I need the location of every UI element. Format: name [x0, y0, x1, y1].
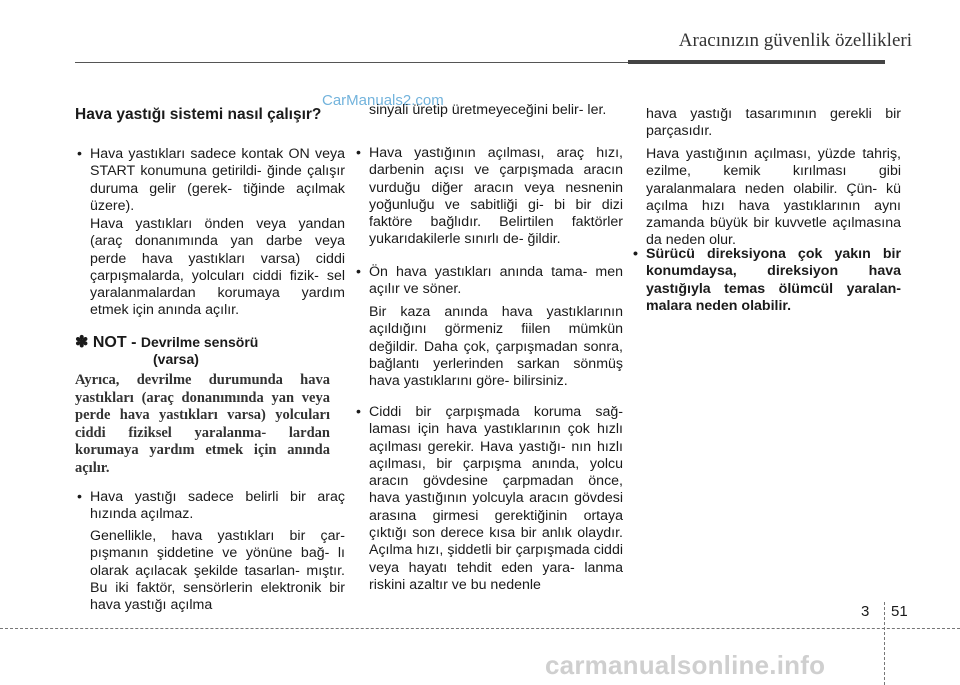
bullet-dot: •: [77, 146, 82, 162]
header-accent-bar: [628, 60, 885, 64]
note-title: [75, 333, 330, 352]
paragraph: Bir kaza anında hava yastıklarının açıldığını görmeniz fiilen mümkün değildir. Daha çok, çarpışmadan sonra, bağlantı yerlerinden sarkan sönmüş hava yastıklarını göre- bilirsiniz.: [369, 304, 623, 390]
bullet-item: [354, 264, 623, 299]
bullet-dot: •: [633, 246, 638, 262]
bullet-text: Ciddi bir çarpışmada koruma sağ- laması için hava yastıklarının çok hızlı açılması gerekir. Hava yastığı- nın hızlı açılması, bir çarpışma anında, yolcu aracın gövdesine çarpmadan önce, hava yastığının yolcuyla aracın gövdesi arasına girmesi gerektiğinin ortaya çıktığı son derece kısa bir anlık olaydır. Açılma hızı, şiddetli bir çarpışmada ciddi veya hayatı tehdit eden yara- lanma riskini azaltır ve bu nedenle: [369, 404, 623, 593]
section-heading: Hava yastığı sistemi nasıl çalışır?: [75, 106, 322, 123]
bullet-text: Hava yastığı sadece belirli bir araç hızında açılmaz.: [90, 489, 345, 523]
paragraph: Hava yastıkları önden veya yandan (araç donanımında yan darbe veya perde hava yastıkları varsa) ciddi çarpışmalarda, yolcuları ciddi fizik- sel yaralanmalardan korumaya yardım etmek için anında açılır.: [90, 216, 345, 319]
bullet-dot: •: [77, 489, 82, 505]
paragraph: Genellikle, hava yastıkları bir çar- pışmanın şiddetine ve yönüne bağ- lı olarak açılacak şekilde tasarlan- mıştır. Bu iki faktör, sensörlerin elektronik bir hava yastığı açılma: [90, 528, 345, 614]
section-title: Aracınızın güvenlik özellikleri: [678, 30, 912, 51]
bullet-dot: •: [356, 404, 361, 420]
paragraph: hava yastığı tasarımının gerekli bir parçasıdır.: [646, 106, 901, 140]
bullet-item: [75, 489, 345, 524]
warning-bullet-item: [631, 246, 901, 315]
footer-rule: [0, 628, 960, 629]
bullet-text: Hava yastıkları sadece kontak ON veya START konumuna getirildi- ğinde çalışır duruma gelir (gerek- tiğinde açılmak üzere).: [90, 146, 345, 214]
bullet-text: Sürücü direksiyona çok yakın bir konumdaysa, direksiyon hava yastığıyla temas ölümcül yaralan- malara neden olabilir.: [646, 246, 901, 314]
bullet-text: Ön hava yastıkları anında tama- men açılır ve söner.: [369, 264, 623, 298]
watermark-bottom: carmanualsonline.info: [545, 650, 826, 680]
bullet-dot: •: [356, 264, 361, 280]
bullet-item: [354, 145, 623, 249]
paragraph: Hava yastığının açılması, yüzde tahriş, ezilme, kemik kırılması gibi yaralanmalara neden olabilir. Çün- kü açılma hızı hava yastıklarının aynı zamanda büyük bir kuvvetle açılmasına da neden olur.: [646, 146, 901, 249]
note-subtitle-2: (varsa): [153, 351, 199, 367]
bullet-dot: •: [356, 145, 361, 161]
note-body: Ayrıca, devrilme durumunda hava yastıkları (araç donanımında yan veya perde hava yastıkları varsa) yolcuları ciddi fiziksel yaralanma- lardan korumaya yardım etmek için anında açılır.: [75, 372, 330, 476]
note-label: ✽ NOT -: [75, 334, 141, 351]
footer-divider: [884, 602, 885, 685]
note-subtitle: Devrilme sensörü: [140, 334, 259, 350]
chapter-number: 3: [861, 603, 870, 620]
paragraph: sinyali üretip üretmeyeceğini belir- ler.: [369, 102, 607, 118]
watermark-top: CarManuals2.com: [322, 92, 444, 109]
page-number: 51: [891, 603, 908, 620]
bullet-item: [75, 146, 345, 215]
bullet-item: [354, 404, 623, 594]
bullet-text: Hava yastığının açılması, araç hızı, darbenin açısı ve çarpışmada aracın vurduğu diğer aracın veya nesnenin yoğunluğu ve sabitliği gi- bi bir dizi faktöre bağlıdır. Belirtilen faktörler yukarıdakilerle sınırlı de- ğildir.: [369, 145, 623, 248]
